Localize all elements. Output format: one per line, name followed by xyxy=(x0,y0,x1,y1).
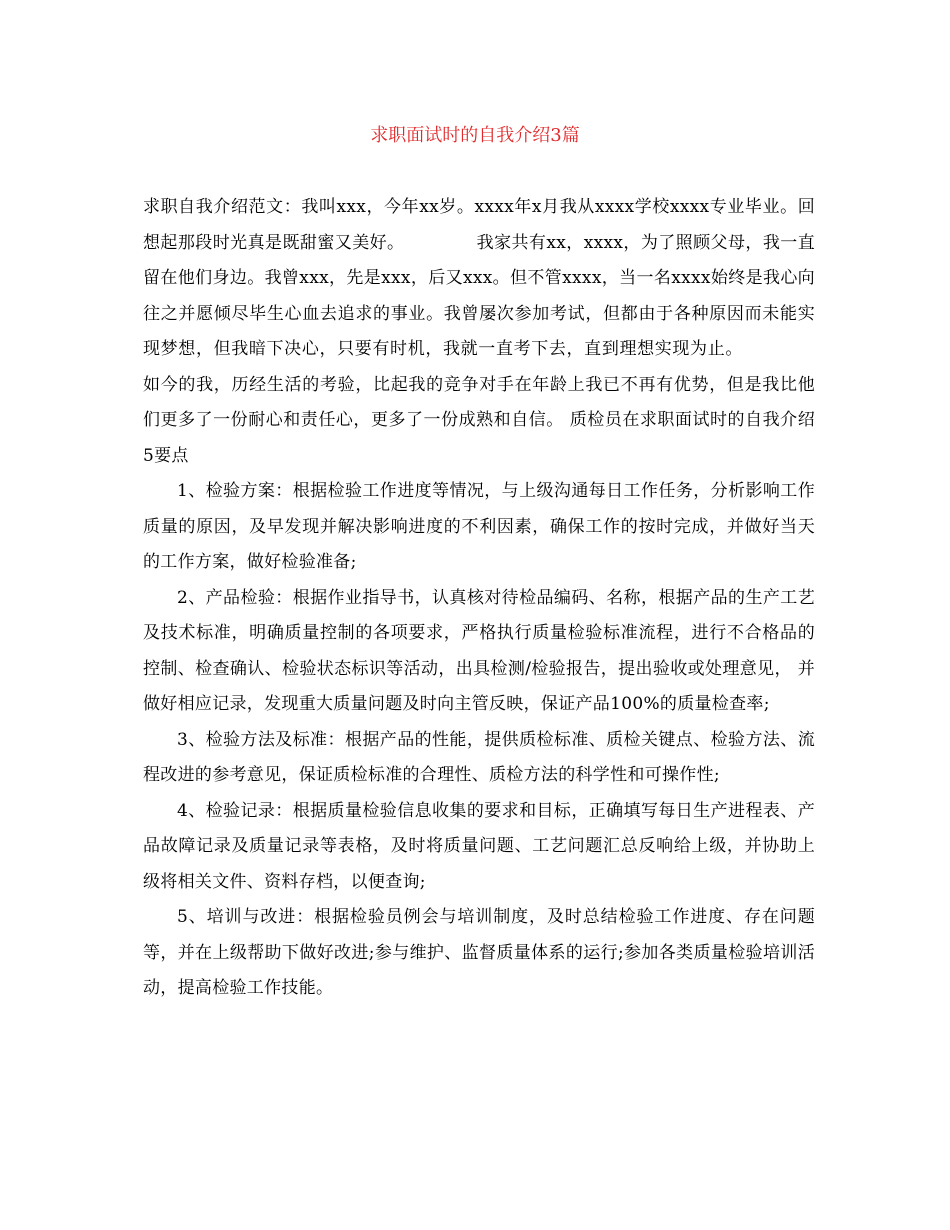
document-body xyxy=(143,190,815,1007)
point-paragraph-5: 5、培训与改进：根据检验员例会与培训制度，及时总结检验工作进度、存在问题等，并在上级帮助下做好改进;参与维护、监督质量体系的运行;参加各类质量检验培训活动，提高检验工作技能。 xyxy=(143,907,815,998)
point-paragraph-1: 1、检验方案：根据检验工作进度等情况，与上级沟通每日工作任务，分析影响工作质量的原因，及早发现并解决影响进度的不利因素，确保工作的按时完成，并做好当天的工作方案，做好检验准备; xyxy=(143,481,815,572)
document-title: 求职面试时的自我介绍3篇 xyxy=(370,125,580,146)
intro-part-2: 我家共有xx，xxxx，为了照顾父母，我一直留在他们身边。我曾xxx，先是xxx，后又xxx。但不管xxxx，当一名xxxx始终是我心向往之并愿倾尽毕生心血去追求的事业。我曾屡次参加考试，但都由于各种原因而未能实现梦想，但我暗下决心，只要有时机，我就一直考下去，直到理想实现为止。 xyxy=(143,232,816,359)
intro-part-1: 求职自我介绍范文：我叫xxx，今年xx岁。xxxx年x月我从xxxx学校xxxx专业毕业。回想起那段时光真是既甜蜜又美好。 xyxy=(143,197,815,253)
intro-part-3: 如今的我，历经生活的考验，比起我的竞争对手在年龄上我已不再有优势，但是我比他们更多了一份耐心和责任心，更多了一份成熟和自信。 质检员在求职面试时的自我介绍5要点 xyxy=(143,374,815,466)
point-paragraph-2: 2、产品检验：根据作业指导书，认真核对待检品编码、名称，根据产品的生产工艺及技术标准，明确质量控制的各项要求，严格执行质量检验标准流程，进行不合格品的控制、检查确认、检验状态标识等活动，出具检测/检验报告，提出验收或处理意见， 并做好相应记录，发现重大质量问题及时向主管反映，保证产品100%的质量检查率; xyxy=(143,587,815,714)
intro-paragraph xyxy=(143,190,815,474)
point-paragraph-3: 3、检验方法及标准：根据产品的性能，提供质检标准、质检关键点、检验方法、流程改进的参考意见，保证质检标准的合理性、质检方法的科学性和可操作性; xyxy=(143,729,815,785)
point-paragraph-4: 4、检验记录：根据质量检验信息收集的要求和目标，正确填写每日生产进程表、产品故障记录及质量记录等表格，及时将质量问题、工艺问题汇总反响给上级，并协助上级将相关文件、资料存档，以便查询; xyxy=(143,800,815,892)
